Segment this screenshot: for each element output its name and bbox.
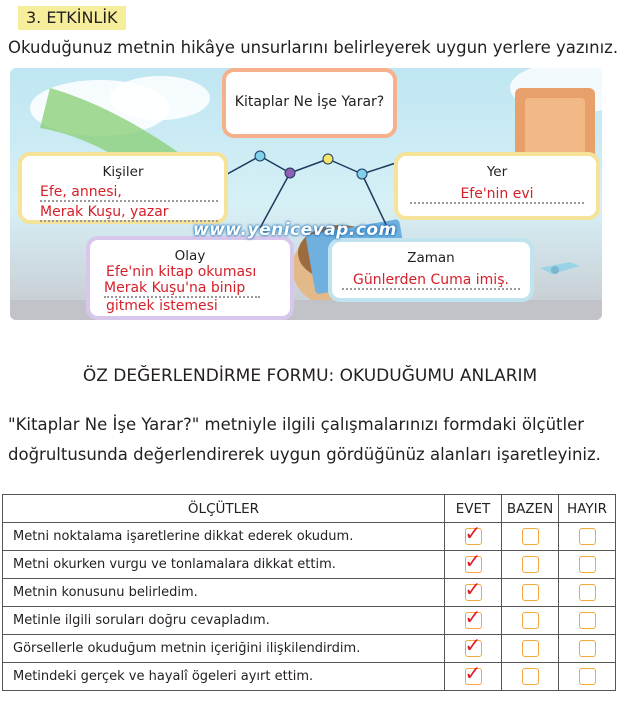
no-checkbox[interactable] xyxy=(579,612,596,629)
instruction-text: Okuduğunuz metnin hikâye unsurlarını belirleyerek uygun yerlere yazınız. xyxy=(8,38,619,57)
criteria-header: ÖLÇÜTLER xyxy=(3,495,445,523)
sometimes-checkbox[interactable] xyxy=(522,668,539,685)
yes-checkbox[interactable] xyxy=(464,577,482,601)
criterion-text: Metinle ilgili soruları doğru cevapladım. xyxy=(3,607,445,635)
yes-cell xyxy=(445,635,502,663)
table-row xyxy=(3,607,616,635)
yes-checkbox[interactable] xyxy=(464,661,482,685)
sometimes-checkbox[interactable] xyxy=(522,640,539,657)
no-cell xyxy=(559,551,616,579)
checkmark-icon: ✓ xyxy=(464,633,482,657)
activity-label: 3. ETKİNLİK xyxy=(18,6,126,30)
self-assessment-table xyxy=(2,494,616,691)
sometimes-cell xyxy=(502,523,559,551)
sometimes-cell xyxy=(502,579,559,607)
checkmark-icon: ✓ xyxy=(464,605,482,629)
form-description: "Kitaplar Ne İşe Yarar?" metniyle ilgili çalışmalarınızı formdaki ölçütler doğrultusunda değerlendirerek uygun gördüğünüz alanları işaretleyiniz. xyxy=(8,415,601,464)
event-label: Olay xyxy=(174,248,206,264)
place-answer: Efe'nin evi xyxy=(410,186,584,204)
no-header: HAYIR xyxy=(559,495,616,523)
yes-checkbox[interactable] xyxy=(464,521,482,545)
story-title-box xyxy=(222,68,397,138)
event-box xyxy=(86,236,294,320)
characters-answer-line2: Merak Kuşu, yazar xyxy=(40,204,218,222)
table-row xyxy=(3,523,616,551)
checkmark-icon: ✓ xyxy=(464,577,482,601)
sometimes-checkbox[interactable] xyxy=(522,584,539,601)
sometimes-header: BAZEN xyxy=(502,495,559,523)
checkmark-icon: ✓ xyxy=(464,661,482,685)
yes-cell xyxy=(445,523,502,551)
checkmark-icon: ✓ xyxy=(464,521,482,545)
yes-cell xyxy=(445,663,502,691)
no-checkbox[interactable] xyxy=(579,668,596,685)
criterion-text: Metnin konusunu belirledim. xyxy=(3,579,445,607)
characters-answer-line1: Efe, annesi, xyxy=(40,184,218,202)
no-cell xyxy=(559,663,616,691)
no-cell xyxy=(559,579,616,607)
sometimes-cell xyxy=(502,551,559,579)
characters-label: Kişiler xyxy=(102,164,144,180)
no-checkbox[interactable] xyxy=(579,528,596,545)
yes-checkbox[interactable] xyxy=(464,549,482,573)
no-checkbox[interactable] xyxy=(579,640,596,657)
place-box xyxy=(394,152,600,220)
yes-header: EVET xyxy=(445,495,502,523)
yes-cell xyxy=(445,607,502,635)
no-cell xyxy=(559,635,616,663)
event-answer-line2: Merak Kuşu'na binip xyxy=(104,280,260,298)
table-row xyxy=(3,579,616,607)
checkmark-icon: ✓ xyxy=(464,549,482,573)
event-answer-line1: Efe'nin kitap okuması xyxy=(106,264,257,280)
event-answer-line3: gitmek istemesi xyxy=(106,298,218,314)
yes-cell xyxy=(445,551,502,579)
yes-checkbox[interactable] xyxy=(464,633,482,657)
place-label: Yer xyxy=(486,164,508,180)
criterion-text: Görsellerle okuduğum metnin içeriğini ilişkilendirdim. xyxy=(3,635,445,663)
sometimes-checkbox[interactable] xyxy=(522,528,539,545)
sometimes-checkbox[interactable] xyxy=(522,556,539,573)
sometimes-checkbox[interactable] xyxy=(522,612,539,629)
table-row xyxy=(3,635,616,663)
no-checkbox[interactable] xyxy=(579,556,596,573)
story-title: Kitaplar Ne İşe Yarar? xyxy=(234,94,385,110)
time-answer: Günlerden Cuma imiş. xyxy=(342,272,520,290)
characters-box xyxy=(18,152,228,224)
sometimes-cell xyxy=(502,663,559,691)
sometimes-cell xyxy=(502,607,559,635)
table-header-row xyxy=(3,495,616,523)
table-row xyxy=(3,663,616,691)
form-title: ÖZ DEĞERLENDİRME FORMU: OKUDUĞUMU ANLARIM xyxy=(82,366,538,386)
yes-cell xyxy=(445,579,502,607)
watermark: www.yenicevap.com xyxy=(193,220,397,240)
sometimes-cell xyxy=(502,635,559,663)
criterion-text: Metni okurken vurgu ve tonlamalara dikkat ettim. xyxy=(3,551,445,579)
no-cell xyxy=(559,607,616,635)
yes-checkbox[interactable] xyxy=(464,605,482,629)
criterion-text: Metindeki gerçek ve hayalî ögeleri ayırt ettim. xyxy=(3,663,445,691)
time-label: Zaman xyxy=(407,250,455,266)
no-checkbox[interactable] xyxy=(579,584,596,601)
no-cell xyxy=(559,523,616,551)
criterion-text: Metni noktalama işaretlerine dikkat ederek okudum. xyxy=(3,523,445,551)
time-box xyxy=(328,238,534,302)
table-row xyxy=(3,551,616,579)
story-map xyxy=(10,68,602,320)
